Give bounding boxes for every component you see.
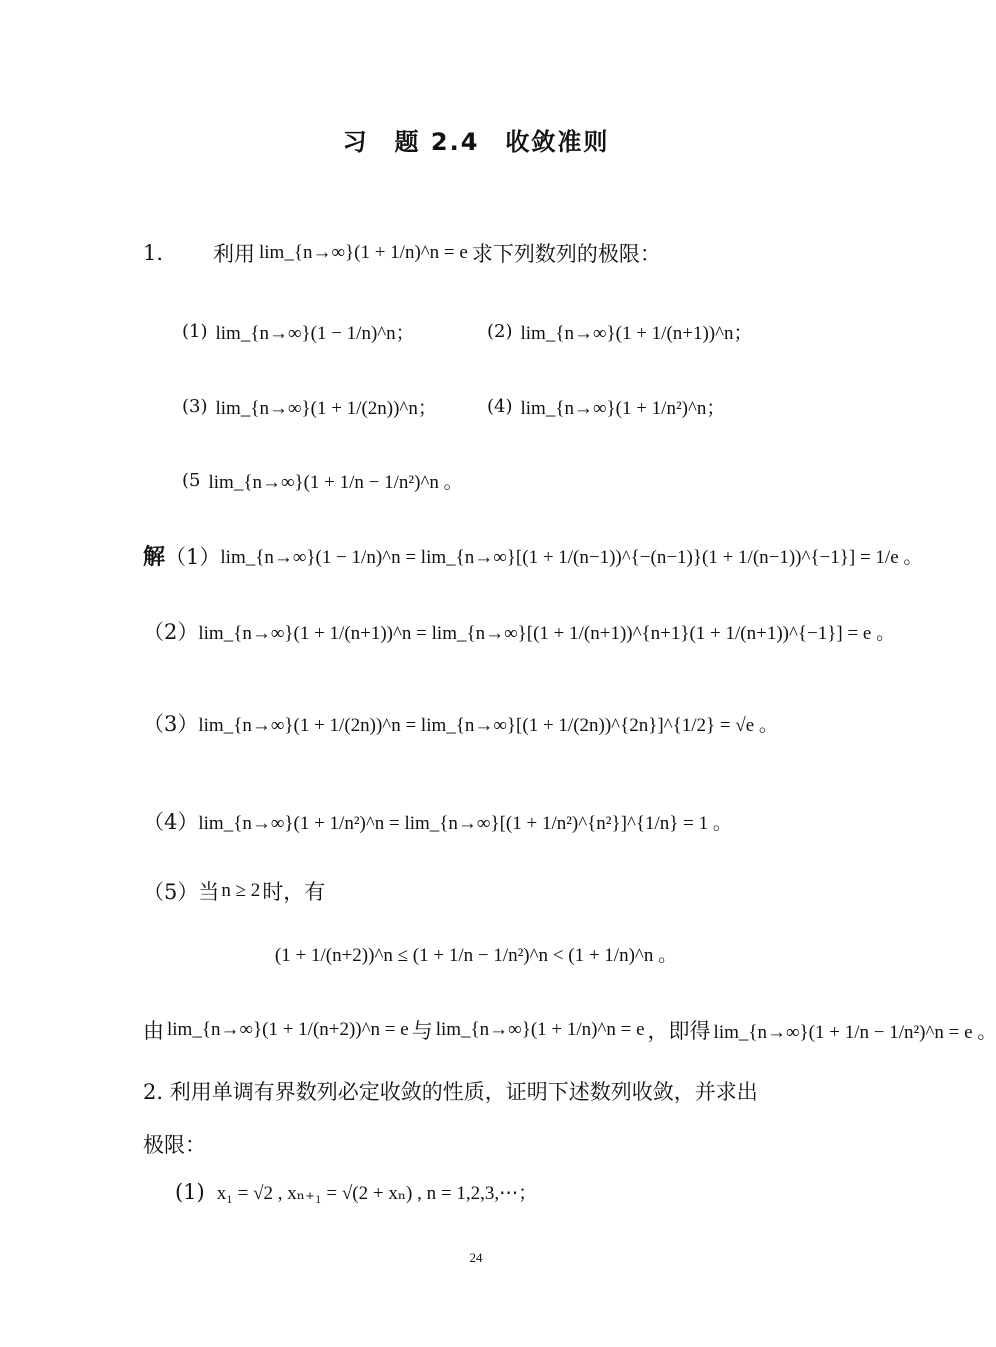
problem-1-item-1	[182, 318, 415, 345]
item-label: (1)	[175, 1179, 205, 1204]
item-expression: lim_{n→∞}(1 + 1/(n+1))^n；	[520, 323, 753, 344]
problem-prefix: 利用	[213, 242, 255, 266]
conclusion-part-2: lim_{n→∞}(1 + 1/n)^n = e	[435, 1019, 645, 1040]
problem-2-line-1: 2. 利用单调有界数列必定收敛的性质，证明下述数列收敛，并求出	[143, 1080, 758, 1104]
problem-2-line-2: 极限：	[143, 1133, 206, 1157]
item-label: (1)	[182, 321, 208, 342]
solution-line-2	[143, 616, 895, 646]
item-label: (4)	[487, 396, 513, 417]
solution-text-after: 时，有	[262, 880, 326, 904]
conclusion-mid: 与	[411, 1019, 433, 1043]
conclusion-prefix: 由	[143, 1019, 164, 1043]
solution-condition: n ≥ 2	[221, 880, 261, 901]
page-number: 24	[469, 1250, 483, 1265]
item-expression: lim_{n→∞}(1 + 1/n − 1/n²)^n 。	[208, 472, 463, 493]
solution-line-5	[143, 876, 325, 906]
solution-text-before: 当	[198, 880, 220, 904]
item-expression: lim_{n→∞}(1 + 1/(2n))^n；	[215, 398, 437, 419]
solution-label: 解	[143, 545, 166, 570]
conclusion-mid-2: ，即得	[647, 1019, 711, 1043]
problem-1-statement	[143, 238, 661, 268]
solution-item-label: （4）	[143, 810, 199, 834]
item-expression: lim_{n→∞}(1 − 1/n)^n；	[215, 323, 415, 344]
problem-1-item-4	[487, 393, 725, 420]
solution-line-3	[143, 708, 778, 738]
inequality-line	[0, 940, 952, 967]
item-label: (5	[182, 470, 201, 491]
item-label: (2)	[487, 321, 513, 342]
problem-1-item-3	[182, 393, 437, 420]
problem-1-item-2	[487, 318, 753, 345]
problem-2-item-1	[175, 1178, 537, 1205]
solution-item-label: （3）	[143, 712, 199, 736]
solution-item-label: （5）	[143, 880, 199, 904]
conclusion-part-1: lim_{n→∞}(1 + 1/(n+2))^n = e	[167, 1019, 409, 1040]
item-expression: x₁ = √2 , xₙ₊₁ = √(2 + xₙ) , n = 1,2,3,⋯；	[216, 1183, 538, 1204]
conclusion-part-3: lim_{n→∞}(1 + 1/n − 1/n²)^n = e 。	[713, 1021, 996, 1043]
conclusion-line	[143, 1015, 996, 1045]
solution-line-4	[143, 806, 732, 836]
inequality-expression: (1 + 1/(n+2))^n ≤ (1 + 1/n − 1/n²)^n < (1 + 1/n)^n 。	[274, 945, 678, 966]
solution-expression: lim_{n→∞}(1 + 1/(n+1))^n = lim_{n→∞}[(1 + 1/(n+1))^{n+1}(1 + 1/(n+1))^{−1}] = e 。	[198, 622, 896, 644]
item-label: (3)	[182, 396, 208, 417]
solution-line-1	[143, 540, 922, 571]
solution-item-label: （2）	[143, 620, 199, 644]
problem-number: 1.	[143, 241, 164, 265]
solution-expression: lim_{n→∞}(1 − 1/n)^n = lim_{n→∞}[(1 + 1/(n−1))^{−(n−1)}(1 + 1/(n−1))^{−1}] = 1/e 。	[220, 547, 923, 568]
solution-expression: lim_{n→∞}(1 + 1/n²)^n = lim_{n→∞}[(1 + 1/n²)^{n²}]^{1/n} = 1 。	[198, 812, 732, 834]
problem-suffix: 求下列数列的极限：	[471, 242, 661, 266]
given-formula: lim_{n→∞}(1 + 1/n)^n = e	[259, 242, 468, 263]
problem-1-item-5	[182, 467, 463, 494]
solution-item-label: （1）	[165, 544, 221, 569]
page-title: 习 题 2.4 收敛准则	[342, 128, 610, 156]
solution-expression: lim_{n→∞}(1 + 1/(2n))^n = lim_{n→∞}[(1 + 1/(2n))^{2n}]^{1/2} = √e 。	[198, 714, 778, 736]
item-expression: lim_{n→∞}(1 + 1/n²)^n；	[520, 398, 726, 419]
